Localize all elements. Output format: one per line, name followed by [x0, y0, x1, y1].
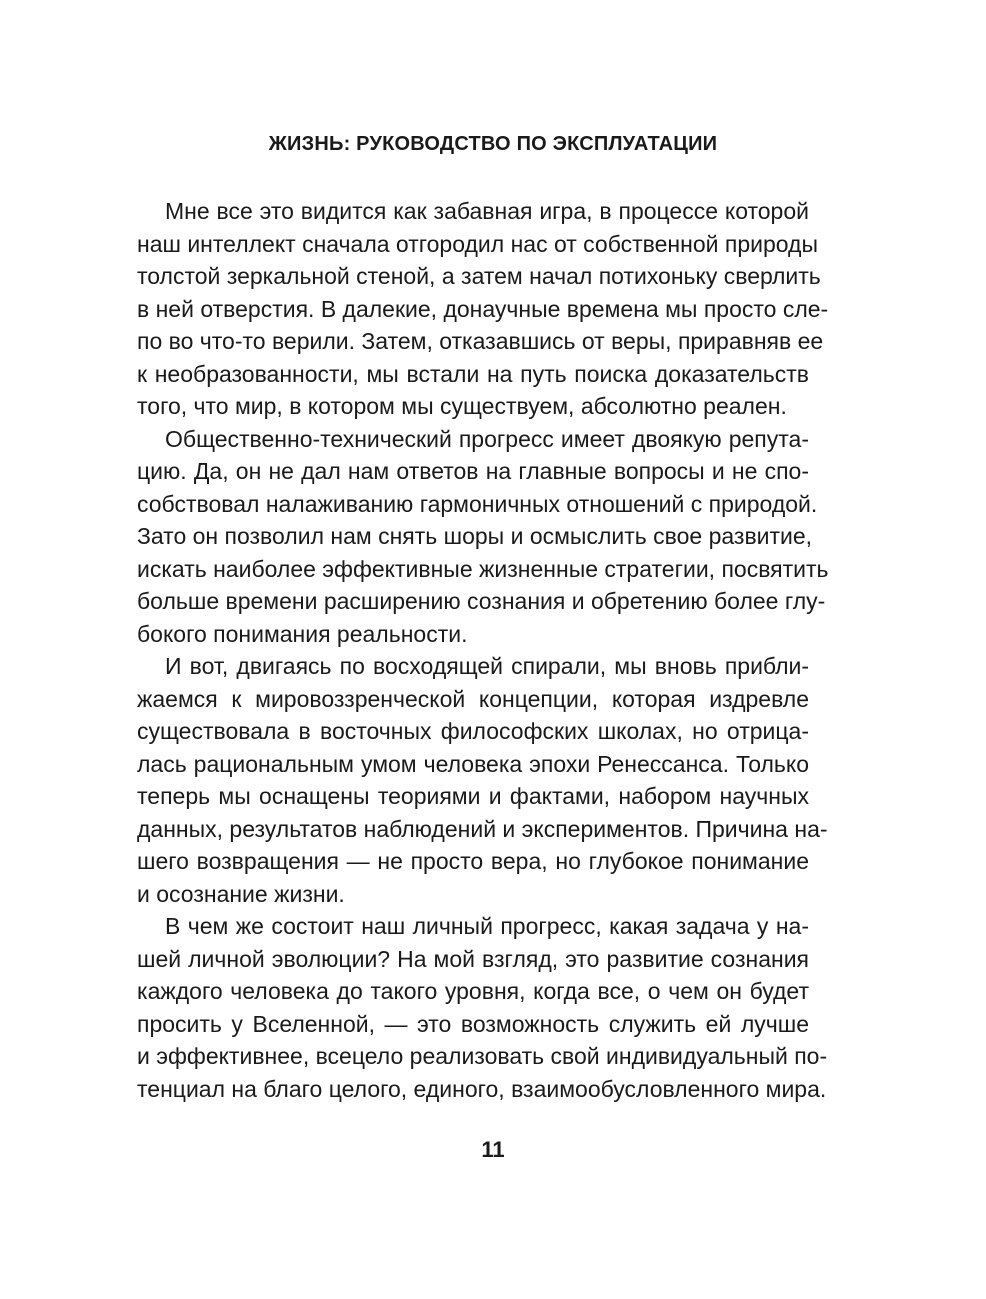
text-line: существовала в восточных философских школах, но отрица- [137, 718, 809, 744]
text-line: В чем же состоит наш личный прогресс, какая задача у на- [165, 913, 809, 939]
text-line: и осознание жизни. [137, 880, 345, 907]
running-title: ЖИЗНЬ: РУКОВОДСТВО ПО ЭКСПЛУАТАЦИИ [268, 133, 718, 155]
text-line: лась рациональным умом человека эпохи Ренессанса. Только [137, 750, 809, 777]
text-line: теперь мы оснащены теориями и фактами, набором научных [137, 783, 809, 809]
text-line: того, что мир, в котором мы существуем, абсолютно реален. [137, 393, 787, 419]
text-line: Общественно-технический прогресс имеет двоякую репута- [165, 425, 809, 452]
text-line: искать наиболее эффективные жизненные стратегии, посвятить [137, 555, 829, 582]
text-line: И вот, двигаясь по восходящей спирали, мы вновь прибли- [165, 653, 809, 679]
text-line: Зато он позволил нам снять шоры и осмыслить свое развитие, [137, 523, 813, 549]
text-line: больше времени расширению сознания и обретению более глу- [137, 588, 826, 614]
page-number: 11 [481, 1137, 505, 1162]
text-line: каждого человека до такого уровня, когда все, о чем он будет [137, 978, 809, 1004]
text-line: тенциал на благо целого, единого, взаимообусловленного мира. [137, 1075, 827, 1102]
text-line: бокого понимания реальности. [137, 620, 468, 647]
text-line: собствовал налаживанию гармоничных отношений с природой. [137, 490, 818, 517]
text-line: в ней отверстия. В далекие, донаучные времена мы просто сле- [137, 295, 829, 322]
text-line: наш интеллект сначала отгородил нас от собственной природы [137, 230, 818, 257]
text-line: цию. Да, он не дал нам ответов на главные вопросы и не спо- [137, 458, 809, 484]
paragraph-4 [137, 910, 828, 1105]
text-line: толстой зеркальной стеной, а затем начал потихоньку сверлить [137, 263, 821, 289]
text-line: данных, результатов наблюдений и экспериментов. Причина на- [137, 815, 828, 842]
text-line: и эффективнее, всецело реализовать свой индивидуальный по- [137, 1043, 828, 1069]
text-line: жаемся к мировоззренческой концепции, которая издревле [137, 685, 809, 712]
paragraph-1 [137, 195, 829, 423]
paragraph-3 [137, 650, 828, 910]
text-line: Мне все это видится как забавная игра, в процессе которой [165, 198, 809, 224]
body-text [137, 195, 829, 1105]
text-line: по во что-то верили. Затем, отказавшись от веры, приравняв ее [137, 328, 824, 354]
text-line: шей личной эволюции? На мой взгляд, это развитие сознания [137, 945, 809, 972]
text-line: просить у Вселенной, — это возможность служить ей лучше [137, 1010, 809, 1037]
text-line: шего возвращения — не просто вера, но глубокое понимание [137, 848, 809, 874]
text-line: к необразованности, мы встали на путь поиска доказательств [137, 360, 809, 387]
paragraph-2 [137, 423, 829, 651]
